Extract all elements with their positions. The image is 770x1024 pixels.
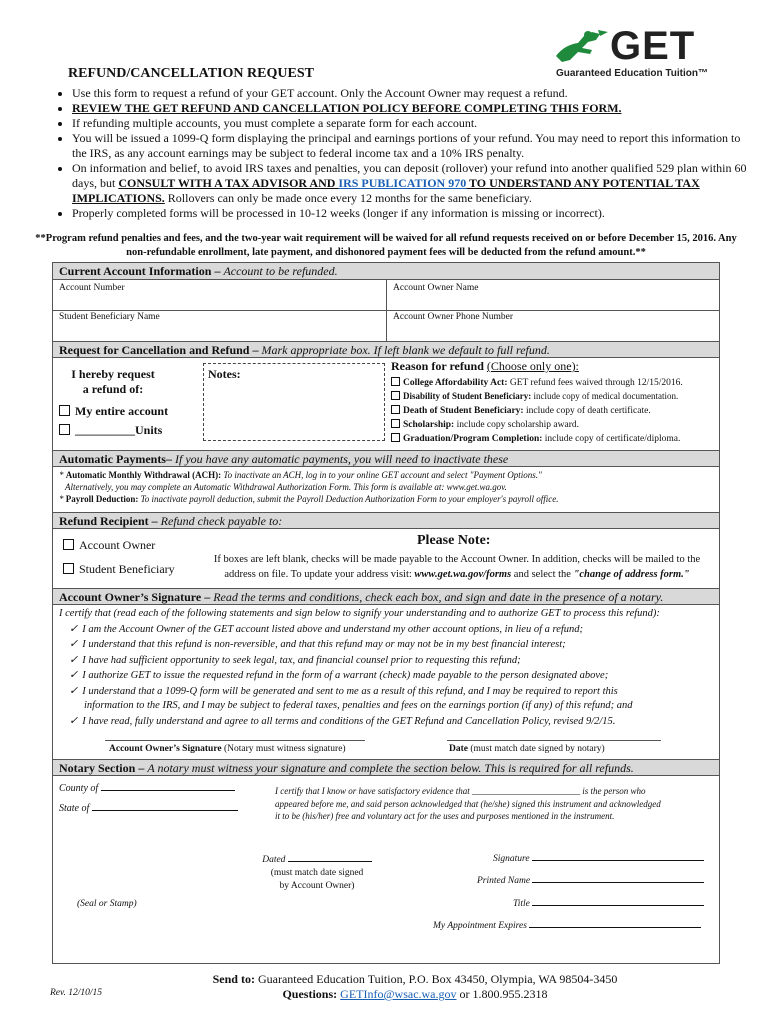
title-field[interactable]: Title xyxy=(513,899,704,909)
list-item: • If refunding multiple accounts, you must complete a separate form for each account. xyxy=(72,116,752,131)
signature-label: Account Owner’s Signature (Notary must witness signature) xyxy=(109,744,346,754)
list-item: • REVIEW THE GET REFUND AND CANCELLATION POLICY BEFORE COMPLETING THIS FORM. xyxy=(72,101,752,116)
notes-label: Notes: xyxy=(208,367,241,381)
account-number-label: Account Number xyxy=(59,283,125,293)
check-icon: ✓ xyxy=(69,622,79,635)
revision-date: Rev. 12/10/15 xyxy=(50,988,103,998)
hereby-request-label: I hereby request a refund of: xyxy=(71,367,155,396)
check-icon: ✓ xyxy=(69,653,79,666)
recipient-beneficiary-option[interactable]: Student Beneficiary xyxy=(63,562,175,577)
footer-contact: Send to: Guaranteed Education Tuition, P.O. Box 43450, Olympia, WA 98504-3450 Questions: GETInfo@wsac.wa.gov or 1.800.955.2318 xyxy=(212,972,618,1001)
logo-tagline: Guaranteed Education Tuition™ xyxy=(555,68,708,79)
seal-label: (Seal or Stamp) xyxy=(77,899,137,909)
page-title: REFUND/CANCELLATION REQUEST xyxy=(68,66,314,81)
state-field[interactable]: State of xyxy=(59,803,238,814)
request-header: Request for Cancellation and Refund – Mark appropriate box. If left blank we default to full refund. xyxy=(53,341,719,358)
reason-option-affordability[interactable]: College Affordability Act: GET refund fees waived through 12/15/2016. xyxy=(391,377,683,388)
list-item: • You will be issued a 1099-Q form displaying the principal and earnings portions of your refund. You may need to report this information to the IRS, as any account earnings may be subject to federal income tax and a 10% IRS penalty. xyxy=(72,131,752,161)
automatic-payments-header: Automatic Payments– If you have any automatic payments, you will need to inactivate these xyxy=(53,450,719,467)
check-icon: ✓ xyxy=(69,669,79,681)
entire-account-option[interactable]: My entire account xyxy=(59,404,168,419)
certification-item[interactable]: ✓ I have had sufficient opportunity to seek legal, tax, and financial counsel prior to requesting this refund; xyxy=(69,653,521,666)
owner-name-field[interactable] xyxy=(389,295,715,309)
irs-publication-link[interactable]: IRS PUBLICATION 970 xyxy=(338,176,467,190)
owner-name-label: Account Owner Name xyxy=(393,283,479,293)
email-link[interactable]: GETInfo@wsac.wa.gov xyxy=(340,987,457,1001)
please-note-text: If boxes are left blank, checks will be made payable to the Account Owner. In addition, checks will be mailed to the address on file. To update your address visit: www.get.wa.gov/forms and select the "change of address form." xyxy=(213,554,701,580)
refund-recipient-header: Refund Recipient – Refund check payable to: xyxy=(53,512,719,529)
list-item: • Properly completed forms will be processed in 10-12 weeks (longer if any information is missing or incorrect). xyxy=(72,206,752,221)
printed-name-field[interactable]: Printed Name xyxy=(477,876,704,886)
beneficiary-name-label: Student Beneficiary Name xyxy=(59,312,160,322)
certification-item[interactable]: ✓ I understand that a 1099-Q form will be generated and sent to me as a result of this refund, and I may be required to report this xyxy=(69,684,618,697)
check-icon: ✓ xyxy=(69,684,79,697)
certification-item[interactable]: ✓ I have read, fully understand and agree to all terms and conditions of the GET Refund and Cancellation Policy, revised 9/2/15. xyxy=(69,714,616,727)
owner-phone-field[interactable] xyxy=(389,324,715,338)
checkbox[interactable] xyxy=(63,563,74,574)
checkbox[interactable] xyxy=(63,539,74,550)
waiver-notice: **Program refund penalties and fees, and the two-year wait requirement will be waived for all refund requests received on or before December 15, 2016. Any non-refundable enrollment, late payment, and dishonored payment fees will be deducted from the refund amount.** xyxy=(35,233,737,258)
reason-option-graduation[interactable]: Graduation/Program Completion: include copy of certificate/diploma. xyxy=(391,433,680,444)
notary-certification: I certify that I know or have satisfactory evidence that ________________________ is the person who appeared before me, and said person acknowledged that (he/she) signed this instrument and acknowledged it to be (his/her) free and voluntary act for the uses and purposes mentioned in the instrument. xyxy=(275,786,661,821)
please-note-title: Please Note: xyxy=(417,533,491,548)
recipient-owner-option[interactable]: Account Owner xyxy=(63,538,155,553)
signature-line[interactable] xyxy=(105,740,365,741)
notary-signature-field[interactable]: Signature xyxy=(493,854,704,864)
logo-wordmark: GET xyxy=(610,24,696,68)
reason-option-disability[interactable]: Disability of Student Beneficiary: include copy of medical documentation. xyxy=(391,391,678,401)
appointment-field[interactable]: My Appointment Expires xyxy=(433,921,701,931)
reason-title: Reason for refund (Choose only one): xyxy=(391,359,579,373)
certification-item[interactable]: ✓ I authorize GET to issue the requested refund in the form of a warrant (check) made payable to the person designated above; xyxy=(69,669,609,681)
date-line[interactable] xyxy=(447,740,661,741)
checkbox[interactable] xyxy=(59,405,70,416)
owner-phone-label: Account Owner Phone Number xyxy=(393,312,514,322)
county-field[interactable]: County of xyxy=(59,783,235,794)
units-option[interactable]: __________Units xyxy=(59,423,162,438)
list-item: • On information and belief, to avoid IRS taxes and penalties, you can deposit (rollover) your refund into another qualified 529 plan within 60 days, but CONSULT WITH A TAX ADVISOR AND IRS PUBLICATION 970 TO UNDERSTAND ANY POTENTIAL TAX IMPLICATIONS. Rollovers can only be made once every 12 months for the same beneficiary. xyxy=(72,161,752,206)
get-logo xyxy=(548,22,708,84)
dated-field[interactable]: Dated (must match date signed by Account Owner) xyxy=(257,854,377,893)
account-info-header: Current Account Information – Account to be refunded. xyxy=(53,263,719,280)
certification-list: I certify that (read each of the following statements and sign below to signify your understanding and to authorize GET to process this refund): ✓ I am the Account Owner of the GET account listed above and understand my other account options, in lieu of a refund; ✓ I understand that this refund is non-reversible, and that this refund may or may not be in my best financial interest; ✓ I have had sufficient opportunity to seek legal, tax, and financial counsel prior to requesting this refund; ✓ I authorize GET to issue the requested refund in the form of a warrant (check) made payable to the person designated above; ✓ I understand that a 1099-Q form will be generated and sent to me as a result of this refund, and I may be required to report this information to the IRS, and I may be subject to federal taxes, penalties and fees on the earnings portion (if any) of this refund; and ✓ I have read, fully understand and agree to all terms and conditions of the GET Refund and Cancellation Policy, revised 9/2/15. xyxy=(59,607,715,729)
signature-header: Account Owner’s Signature – Read the terms and conditions, check each box, and sign and date in the presence of a notary. xyxy=(53,588,719,605)
list-item: • Use this form to request a refund of your GET account. Only the Account Owner may request a refund. xyxy=(72,86,752,101)
graduate-runner-icon xyxy=(548,26,612,68)
reason-option-scholarship[interactable]: Scholarship: include copy scholarship award. xyxy=(391,419,579,430)
check-icon: ✓ xyxy=(69,638,79,650)
account-number-field[interactable] xyxy=(55,295,383,309)
date-label: Date (must match date signed by notary) xyxy=(449,744,605,754)
automatic-payments-info: * Automatic Monthly Withdrawal (ACH): To inactivate an ACH, log in to your online GET account and select "Payment Options." Alternatively, you may complete an Automatic Withdrawal Authorization Form. This form is available at: www.get.wa.gov. * Payroll Deduction: To inactivate payroll deduction, submit the Payroll Deduction Authorization Form to your employer's payroll office. xyxy=(59,470,559,504)
check-icon: ✓ xyxy=(69,714,79,727)
notary-header: Notary Section – A notary must witness your signature and complete the section below. This is required for all refunds. xyxy=(53,759,719,776)
beneficiary-name-field[interactable] xyxy=(55,324,383,338)
checkbox[interactable] xyxy=(59,424,70,435)
reason-option-death[interactable]: Death of Student Beneficiary: include copy of death certificate. xyxy=(391,405,651,416)
certification-item[interactable]: ✓ I understand that this refund is non-reversible, and that this refund may or may not be in my best financial interest; xyxy=(69,638,566,650)
instructions-list xyxy=(52,86,752,221)
certification-item[interactable]: ✓ I am the Account Owner of the GET account listed above and understand my other account options, in lieu of a refund; xyxy=(69,622,584,635)
refund-form xyxy=(52,262,720,964)
